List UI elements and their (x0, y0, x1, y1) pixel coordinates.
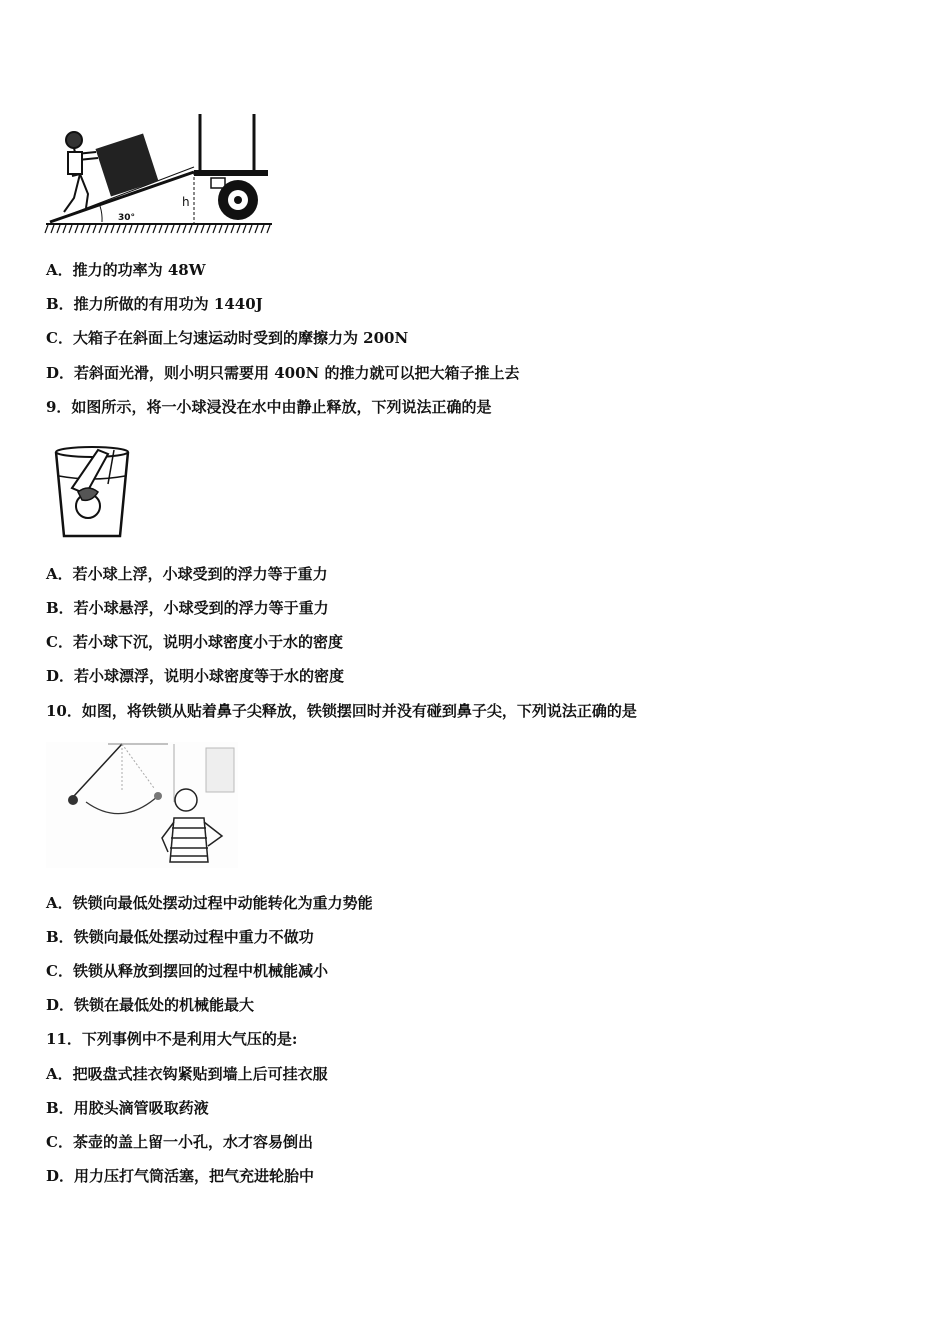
q8-option-b: B．推力所做的有用功为 1440J (46, 295, 263, 313)
q9-option-d: D．若小球漂浮，说明小球密度等于水的密度 (46, 667, 345, 685)
q11-option-d: D．用力压打气筒活塞，把气充进轮胎中 (46, 1167, 315, 1185)
q8-option-a: A．推力的功率为 48W (46, 261, 206, 279)
q10-option-d: D．铁锁在最低处的机械能最大 (46, 996, 255, 1014)
q8-option-d: D．若斜面光滑，则小明只需要用 400N 的推力就可以把大箱子推上去 (46, 364, 520, 382)
lock-icon (68, 795, 78, 805)
q9-option-c: C．若小球下沉，说明小球密度小于水的密度 (46, 633, 343, 651)
truck (194, 114, 268, 220)
q10-option-b: B．铁锁向最低处摆动过程中重力不做功 (46, 928, 314, 946)
boy-figure (64, 132, 98, 212)
angle-label: 30° (118, 213, 136, 223)
q11-question: 11．下列事例中不是利用大气压的是: (46, 1030, 298, 1048)
ground (45, 224, 272, 233)
q11-option-b: B．用胶头滴管吸取药液 (46, 1099, 209, 1117)
water-glass-figure (52, 444, 132, 542)
q9-question: 9．如图所示，将一小球浸没在水中由静止释放，下列说法正确的是 (46, 398, 492, 416)
height-label: h (182, 195, 190, 209)
q8-option-c: C．大箱子在斜面上匀速运动时受到的摩擦力为 200N (46, 329, 409, 347)
q9-option-b: B．若小球悬浮，小球受到的浮力等于重力 (46, 599, 329, 617)
pendulum-lock-figure (46, 742, 238, 868)
q10-question: 10．如图，将铁锁从贴着鼻子尖释放，铁锁摆回时并没有碰到鼻子尖，下列说法正确的是 (46, 702, 637, 720)
height-marker (182, 172, 194, 223)
ramp-truck-figure (44, 112, 276, 238)
q11-option-a: A．把吸盘式挂衣钩紧贴到墙上后可挂衣服 (46, 1065, 328, 1083)
q10-option-c: C．铁锁从释放到摆回的过程中机械能减小 (46, 962, 328, 980)
q10-option-a: A．铁锁向最低处摆动过程中动能转化为重力势能 (46, 894, 373, 912)
q11-option-c: C．茶壶的盖上留一小孔，水才容易倒出 (46, 1133, 313, 1151)
q9-option-a: A．若小球上浮，小球受到的浮力等于重力 (46, 565, 328, 583)
